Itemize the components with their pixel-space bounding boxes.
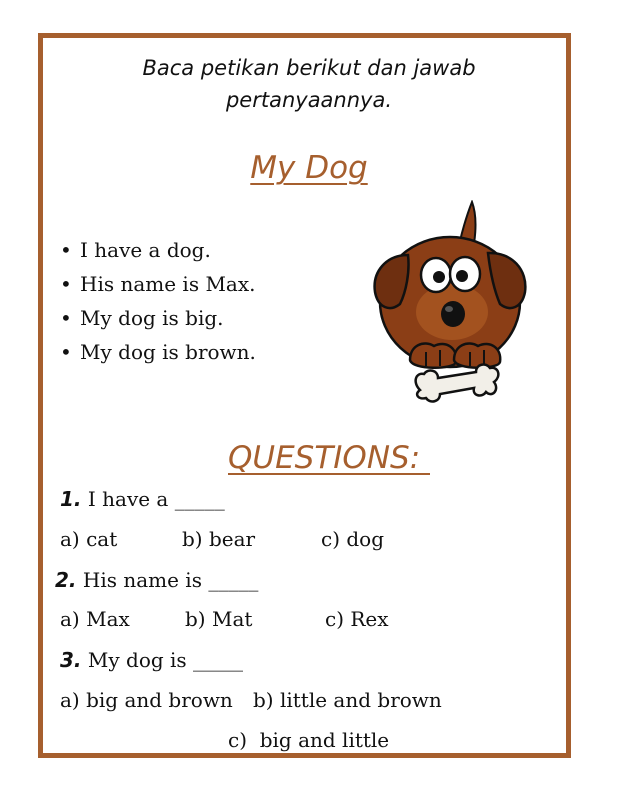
story-sentence: • My dog is brown.: [60, 335, 256, 369]
question-3: [60, 646, 243, 674]
answer-option: a) big and brown: [60, 688, 233, 712]
question-text: His name is _____: [82, 568, 259, 592]
question-number: 3.: [60, 648, 82, 672]
questions-title: QUESTIONS:: [228, 440, 430, 476]
dog-illustration: [368, 200, 538, 415]
story-sentence: • My dog is big.: [60, 301, 256, 335]
answer-option: a) Max: [60, 607, 130, 631]
answer-option: b) bear: [182, 527, 256, 551]
instruction-line-2: pertanyaannya.: [225, 88, 393, 112]
question-2: [55, 566, 258, 594]
answer-option: a) cat: [60, 527, 118, 551]
answer-option: c) dog: [321, 527, 385, 551]
story-sentences: [60, 233, 256, 369]
question-1: [60, 485, 225, 513]
question-text: I have a _____: [87, 487, 225, 511]
question-number: 2.: [55, 568, 77, 592]
question-number: 1.: [60, 487, 82, 511]
answer-option: b) little and brown: [253, 688, 442, 712]
answer-option: c) Rex: [325, 607, 389, 631]
story-sentence: • His name is Max.: [60, 267, 256, 301]
story-sentence: • I have a dog.: [60, 233, 256, 267]
answer-option: c) big and little: [228, 728, 390, 752]
bone-icon: [416, 365, 499, 402]
instruction-line-1: Baca petikan berikut dan jawab: [142, 56, 476, 80]
question-text: My dog is _____: [87, 648, 244, 672]
answer-option: b) Mat: [185, 607, 253, 631]
story-title: My Dog: [250, 150, 368, 186]
